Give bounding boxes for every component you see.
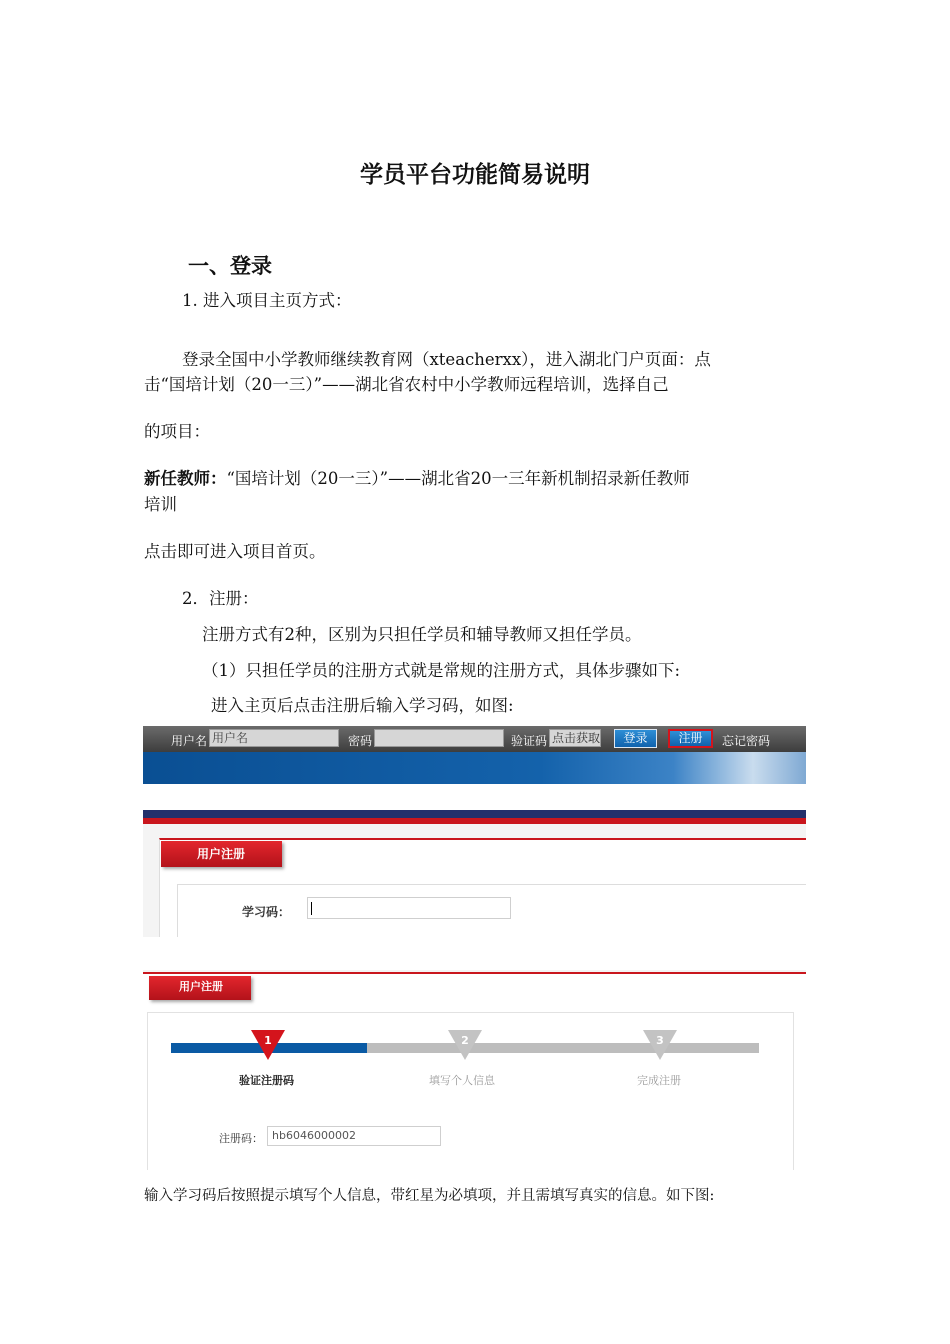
- new-teacher-label: 新任教师：: [144, 469, 227, 488]
- register-steps-screenshot: [143, 970, 806, 1170]
- tab-user-register[interactable]: 用户注册: [161, 841, 282, 867]
- paragraph-line: 登录全国中小学教师继续教育网（xteacherxx），进入湖北门户页面：点: [182, 350, 711, 369]
- step-label-info: 填写个人信息: [429, 1074, 495, 1087]
- item-register: 2．注册：: [182, 589, 259, 608]
- paragraph-line: 输入学习码后按照提示填写个人信息，带红星为必填项，并且需填写真实的信息。如下图:: [144, 1188, 715, 1204]
- study-code-input[interactable]: [307, 897, 511, 919]
- register-button[interactable]: 注册: [668, 729, 713, 748]
- register-code-label: 注册码：: [219, 1132, 263, 1145]
- banner-strip: [143, 752, 806, 784]
- new-teacher-line: [144, 467, 690, 491]
- register-code-input[interactable]: hb6046000002: [267, 1126, 441, 1146]
- login-button[interactable]: 登录: [614, 729, 657, 748]
- register-form-screenshot: [143, 810, 806, 937]
- paragraph-line: 击“国培计划（20一三）”——湖北省农村中小学教师远程培训，选择自己: [144, 375, 669, 394]
- captcha-button[interactable]: 点击获取: [549, 729, 601, 747]
- login-bar-screenshot: [143, 726, 806, 784]
- item-enter-homepage: 1. 进入项目主页方式：: [182, 291, 352, 310]
- username-input[interactable]: 用户名: [209, 729, 339, 747]
- password-input[interactable]: [374, 729, 504, 747]
- paragraph-line: 培训: [144, 495, 177, 514]
- document-title: 学员平台功能简易说明: [360, 162, 590, 188]
- study-code-label: 学习码：: [242, 905, 291, 919]
- progress-inactive: [367, 1043, 759, 1053]
- paragraph-line: 点击即可进入项目首页。: [144, 542, 326, 561]
- captcha-label: 验证码: [511, 734, 548, 748]
- text-caret: [311, 902, 312, 915]
- step-number: 1: [264, 1034, 272, 1047]
- step-label-verify: 验证注册码: [239, 1074, 294, 1087]
- paragraph-line: 的项目：: [144, 422, 210, 441]
- step-number: 3: [656, 1034, 664, 1047]
- paragraph-line: 注册方式有2种，区别为只担任学员和辅导教师又担任学员。: [202, 625, 642, 644]
- step-number: 2: [461, 1034, 469, 1047]
- section-heading-login: 一、登录: [188, 254, 272, 278]
- username-label: 用户名: [171, 734, 208, 748]
- new-teacher-project: “国培计划（20一三）”——湖北省20一三年新机制招录新任教师: [226, 469, 690, 488]
- header-stripe: [143, 818, 806, 824]
- paragraph-line: （1）只担任学员的注册方式就是常规的注册方式，具体步骤如下:: [202, 661, 681, 680]
- step-label-complete: 完成注册: [637, 1074, 681, 1087]
- paragraph-line: 进入主页后点击注册后输入学习码，如图:: [211, 696, 514, 715]
- header-stripe: [143, 810, 806, 818]
- password-label: 密码: [348, 734, 373, 748]
- tab-user-register[interactable]: 用户注册: [149, 976, 251, 1000]
- forgot-password-link[interactable]: 忘记密码: [722, 734, 771, 748]
